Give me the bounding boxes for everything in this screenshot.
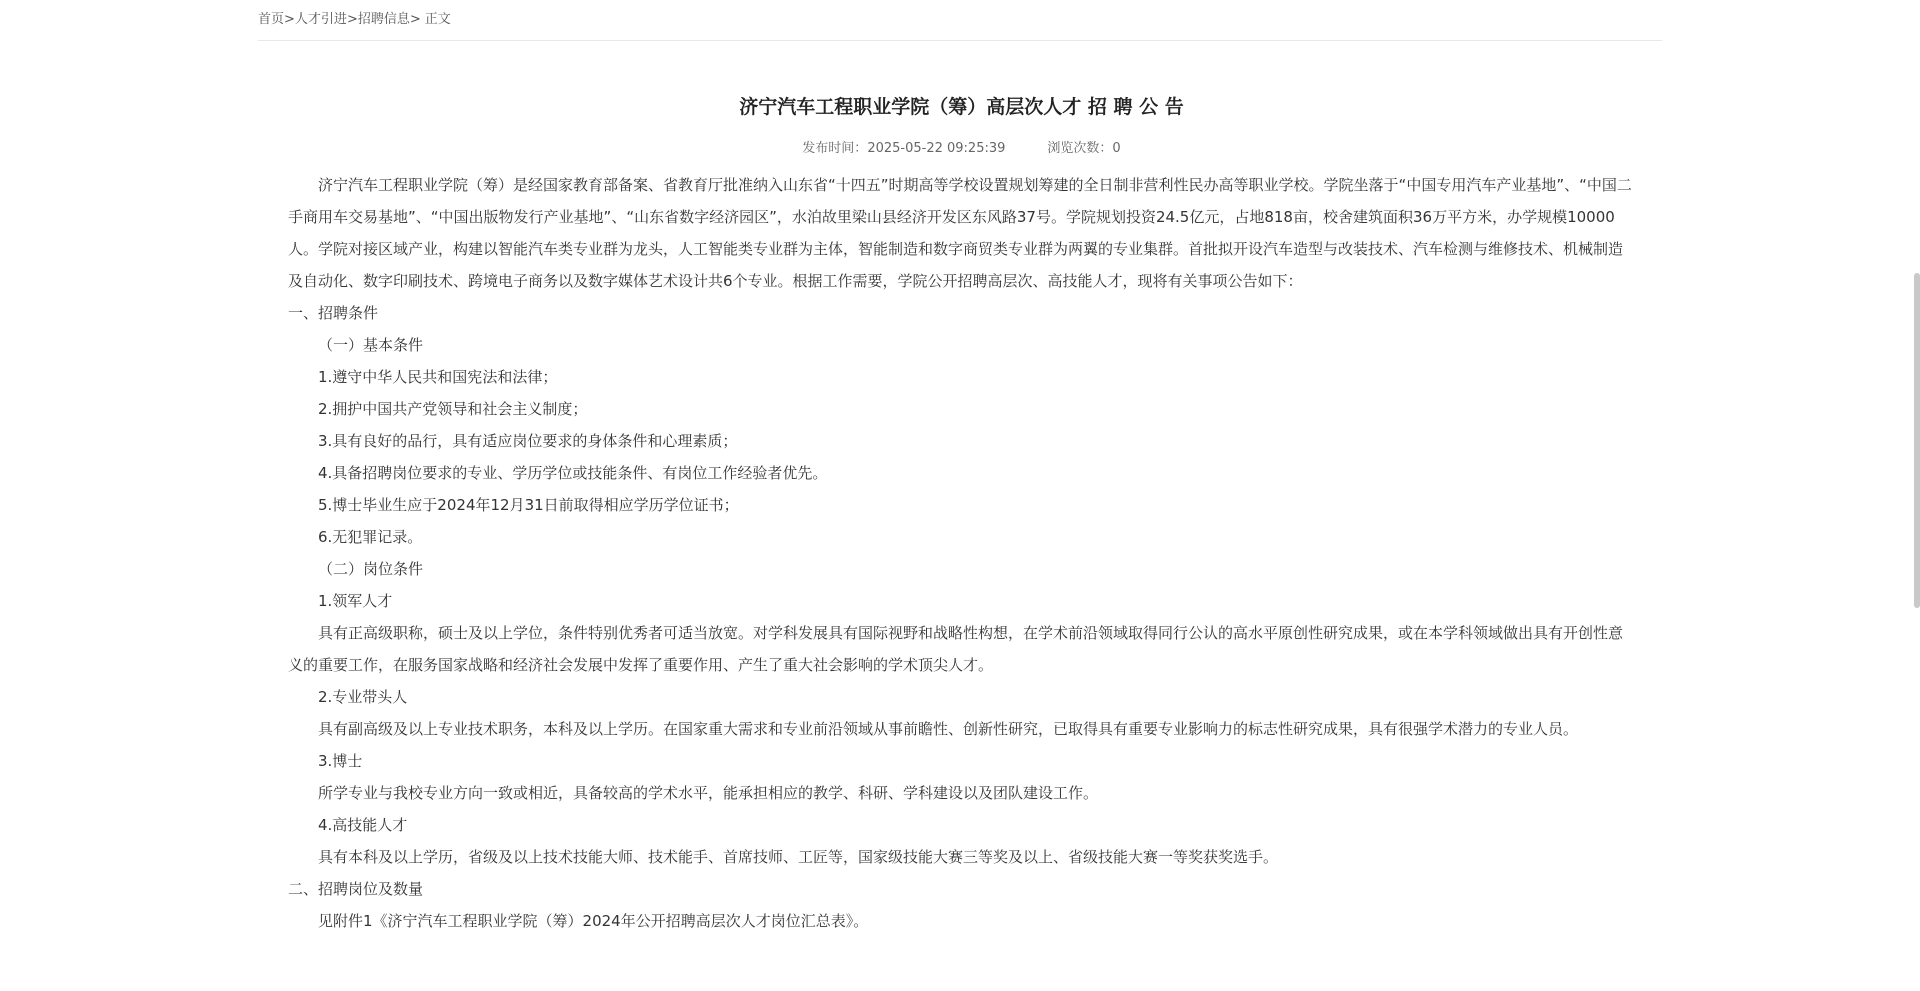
breadcrumb-recruit-link[interactable]: 招聘信息 [357,12,410,27]
paragraph: 具有本科及以上学历，省级及以上技术技能大师、技术能手、首席技师、工匠等，国家级技能大赛三等奖及以上、省级技能大赛一等奖获奖选手。 [318,848,1279,866]
breadcrumb-separator: > [346,12,358,27]
list-item: 6.无犯罪记录。 [318,528,423,546]
view-count-label: 浏览次数： [1047,141,1113,156]
intro-paragraph: 济宁汽车工程职业学院（筹）是经国家教育部备案、省教育厅批准纳入山东省“十四五”时期高等学校设置规划筹建的全日制非营利性民办高等职业学校。学院坐落于“中国专用汽车产业基地”、“中国二手商用车交易基地”、“中国出版物发行产业基地”、“山东省数字经济园区”，水泊故里梁山县经济开发区东风路37号。学院规划投资24.5亿元，占地818亩，校舍建筑面积36万平方米，办学规模10000人。学院对接区域产业，构建以智能汽车类专业群为龙头，人工智能类专业群为主体，智能制造和数字商贸类专业群为两翼的专业集群。首批拟开设汽车造型与改装技术、汽车检测与维修技术、机械制造及自动化、数字印刷技术、跨境电子商务以及数字媒体艺术设计共6个专业。根据工作需要，学院公开招聘高层次、高技能人才，现将有关事项公告如下： [288,176,1632,290]
content-container [258,0,1662,930]
list-item: 4.高技能人才 [318,816,408,834]
publish-time: 2025-05-22 09:25:39 [867,141,1006,156]
section-heading: 一、招聘条件 [288,304,379,322]
scrollbar-track[interactable] [1914,0,1920,991]
list-item: 3.具有良好的品行，具有适应岗位要求的身体条件和心理素质； [318,432,738,450]
paragraph: 具有正高级职称，硕士及以上学位，条件特别优秀者可适当放宽。对学科发展具有国际视野和战略性构想，在学术前沿领域取得同行公认的高水平原创性研究成果，或在本学科领域做出具有开创性意义的重要工作，在服务国家战略和经济社会发展中发挥了重要作用、产生了重大社会影响的学术顶尖人才。 [288,624,1624,674]
article-title: 济宁汽车工程职业学院（筹）高层次人才 招 聘 公 告 [739,96,1184,118]
list-item: 1.领军人才 [318,592,393,610]
list-item: 2.专业带头人 [318,688,408,706]
breadcrumb-current: 正文 [424,12,451,27]
list-item: 2.拥护中国共产党领导和社会主义制度； [318,400,588,418]
article-body [288,169,1635,937]
view-count: 0 [1112,141,1121,156]
scrollbar-thumb[interactable] [1914,273,1920,608]
breadcrumb [258,0,1662,41]
breadcrumb-separator: > [284,12,295,27]
list-item: 1.遵守中华人民共和国宪法和法律； [318,368,558,386]
article-meta [288,137,1635,156]
list-item: 5.博士毕业生应于2024年12月31日前取得相应学历学位证书； [318,496,739,514]
breadcrumb-separator: > [409,12,421,27]
subsection-heading: （二）岗位条件 [318,560,424,578]
breadcrumb-home-link[interactable]: 首页 [258,12,285,27]
list-item: 4.具备招聘岗位要求的专业、学历学位或技能条件、有岗位工作经验者优先。 [318,464,828,482]
breadcrumb-talent-link[interactable]: 人才引进 [294,12,347,27]
list-item: 3.博士 [318,752,363,770]
subsection-heading: （一）基本条件 [318,336,424,354]
paragraph: 具有副高级及以上专业技术职务，本科及以上学历。在国家重大需求和专业前沿领域从事前瞻性、创新性研究，已取得具有重要专业影响力的标志性研究成果，具有很强学术潜力的专业人员。 [318,720,1579,738]
section-heading: 二、招聘岗位及数量 [288,880,424,898]
publish-time-label: 发布时间： [802,141,868,156]
paragraph: 所学专业与我校专业方向一致或相近，具备较高的学术水平，能承担相应的教学、科研、学科建设以及团队建设工作。 [318,784,1099,802]
paragraph: 见附件1《济宁汽车工程职业学院（筹）2024年公开招聘高层次人才岗位汇总表》。 [318,912,869,930]
